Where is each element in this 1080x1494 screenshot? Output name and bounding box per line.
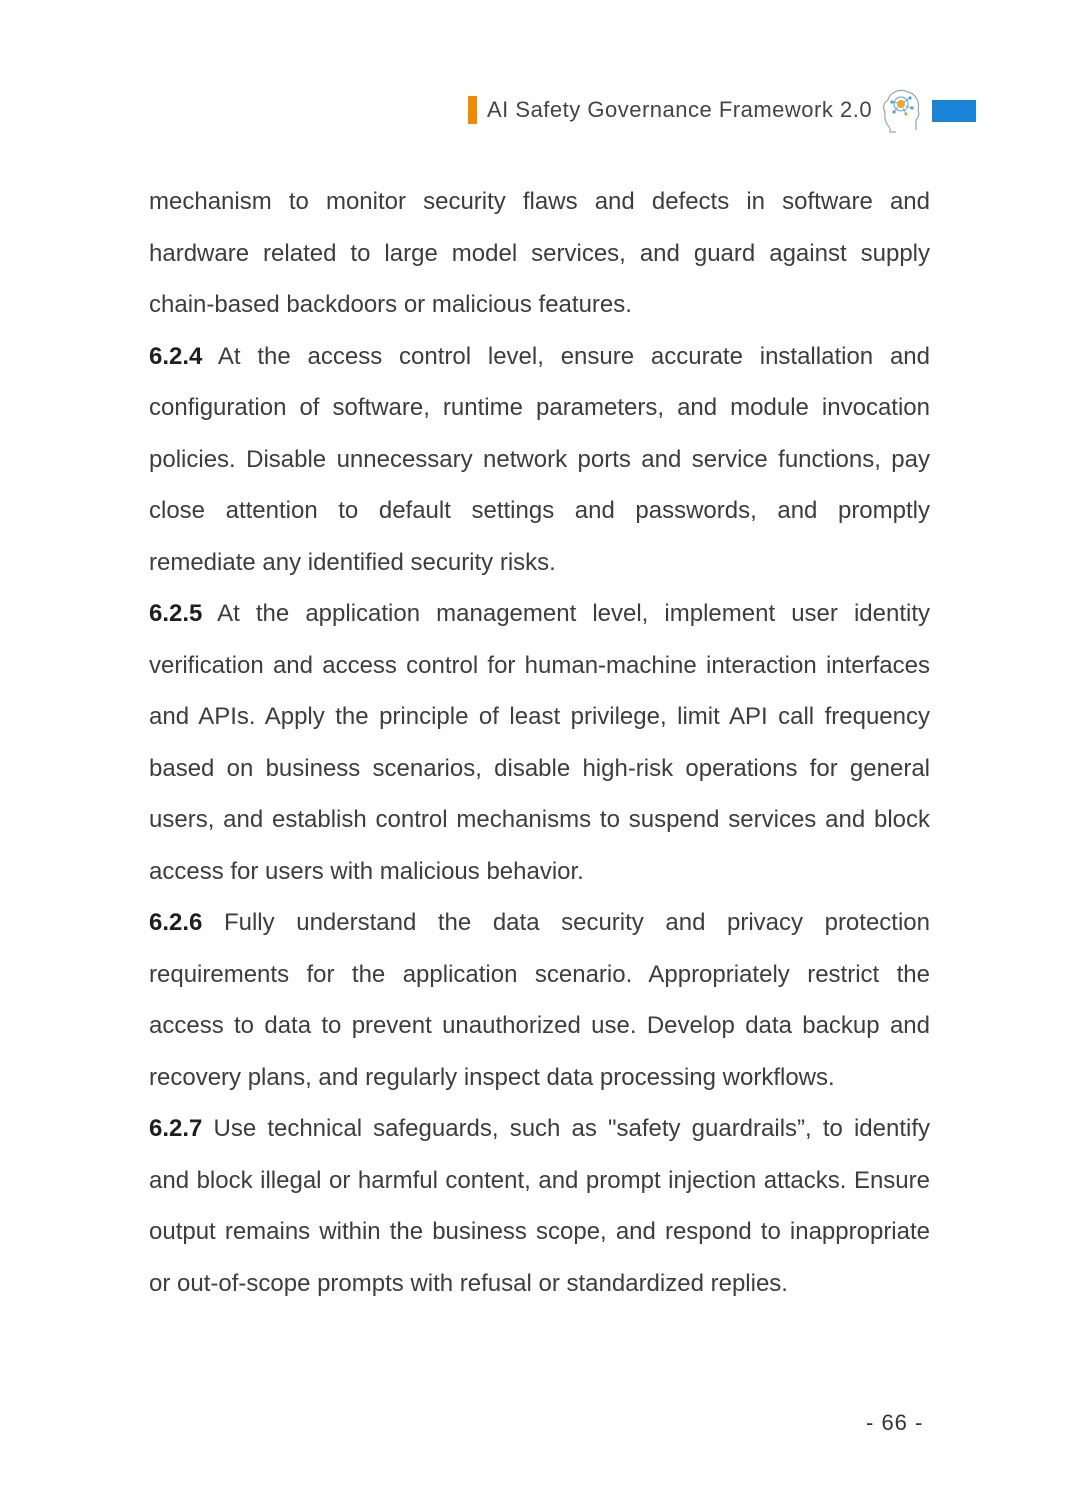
paragraph-text: Fully understand the data security and privacy protection requirements for the application scenario. Appropriately restrict the access to data to prevent unauthorized use. Develop data backup and recovery plans, and regularly inspect data processing workflows. (149, 909, 930, 1091)
ai-head-circuit-icon (876, 84, 924, 136)
page-number: - 66 - (866, 1410, 924, 1435)
page-header (468, 84, 924, 136)
paragraph-6-2-4 (149, 331, 930, 589)
paragraph-text: Use technical safeguards, such as "safety guardrails”, to identify and block illegal or harmful content, and prompt injection attacks. Ensure output remains within the business scope, and respond to inappropriate or out-of-scope prompts with refusal or standardized replies. (149, 1115, 930, 1297)
paragraph-6-2-7 (149, 1103, 930, 1309)
paragraph-text: mechanism to monitor security flaws and defects in software and hardware related to large model services, and guard against supply chain-based backdoors or malicious features. (149, 188, 930, 318)
paragraph-text: At the access control level, ensure accurate installation and configuration of software, runtime parameters, and module invocation policies. Disable unnecessary network ports and service functions, pay close attention to default settings and passwords, and promptly remediate any identified security risks. (149, 342, 930, 576)
section-number: 6.2.7 (149, 1115, 203, 1142)
body-text (149, 176, 930, 1309)
section-number: 6.2.5 (149, 600, 203, 627)
section-number: 6.2.4 (149, 342, 203, 370)
paragraph-continuation (149, 176, 930, 331)
paragraph-6-2-5 (149, 588, 930, 897)
paragraph-6-2-6 (149, 897, 930, 1103)
header-title: AI Safety Governance Framework 2.0 (487, 97, 873, 122)
header-accent-bar (468, 96, 477, 124)
section-number: 6.2.6 (149, 909, 203, 936)
paragraph-text: At the application management level, implement user identity verification and access control for human-machine interaction interfaces and APIs. Apply the principle of least privilege, limit API call frequency based on business scenarios, disable high-risk operations for general users, and establish control mechanisms to suspend services and block access for users with malicious behavior. (149, 600, 930, 885)
header-blue-block (932, 100, 976, 122)
